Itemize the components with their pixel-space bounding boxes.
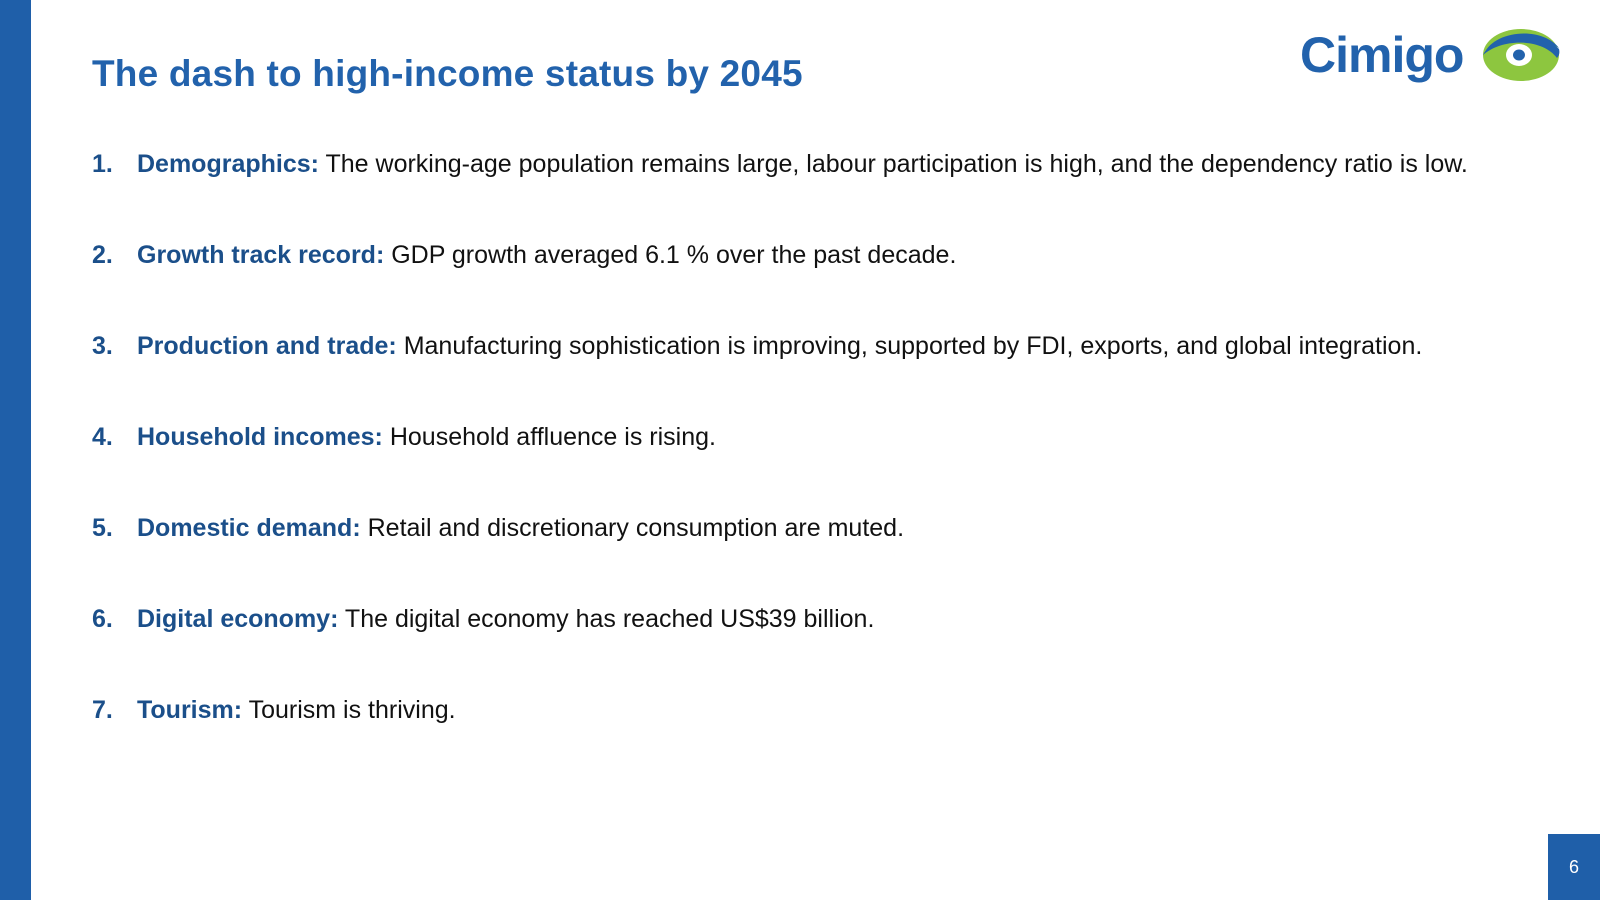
slide-title: The dash to high-income status by 2045 [92,53,803,94]
item-text [137,237,956,273]
item-number: 7. [92,696,113,724]
item-label: Digital economy: [137,605,339,633]
item-text [137,510,904,546]
item-text [137,419,716,455]
item-text [137,692,456,728]
item-body: The digital economy has reached US$39 billion. [344,605,875,633]
item-label: Tourism: [137,696,243,724]
item-text [137,601,874,637]
item-body: Household affluence is rising. [389,423,716,451]
item-body: Tourism is thriving. [248,696,456,724]
cimigo-logo [1300,20,1562,90]
item-number: 6. [92,605,113,633]
page-number-badge [1548,834,1600,900]
item-number: 1. [92,150,113,178]
item-body: GDP growth averaged 6.1 % over the past decade. [391,241,957,269]
item-label: Production and trade: [137,332,397,360]
item-number: 2. [92,241,113,269]
item-text [137,328,1422,364]
item-number: 3. [92,332,113,360]
item-number: 5. [92,514,113,542]
item-label: Household incomes: [137,423,383,451]
item-label: Demographics: [137,150,319,178]
item-number: 4. [92,423,113,451]
left-accent-bar [0,0,31,900]
item-body: Retail and discretionary consumption are muted. [367,514,905,542]
item-text [137,146,1468,182]
eye-logo-icon [1480,24,1562,86]
item-body: The working-age population remains large, labour participation is high, and the dependency ratio is low. [325,150,1468,178]
logo-wordmark: Cimigo [1300,27,1464,83]
item-label: Growth track record: [137,241,385,269]
item-body: Manufacturing sophistication is improving, supported by FDI, exports, and global integration. [403,332,1423,360]
item-label: Domestic demand: [137,514,361,542]
page-number: 6 [1568,857,1579,877]
